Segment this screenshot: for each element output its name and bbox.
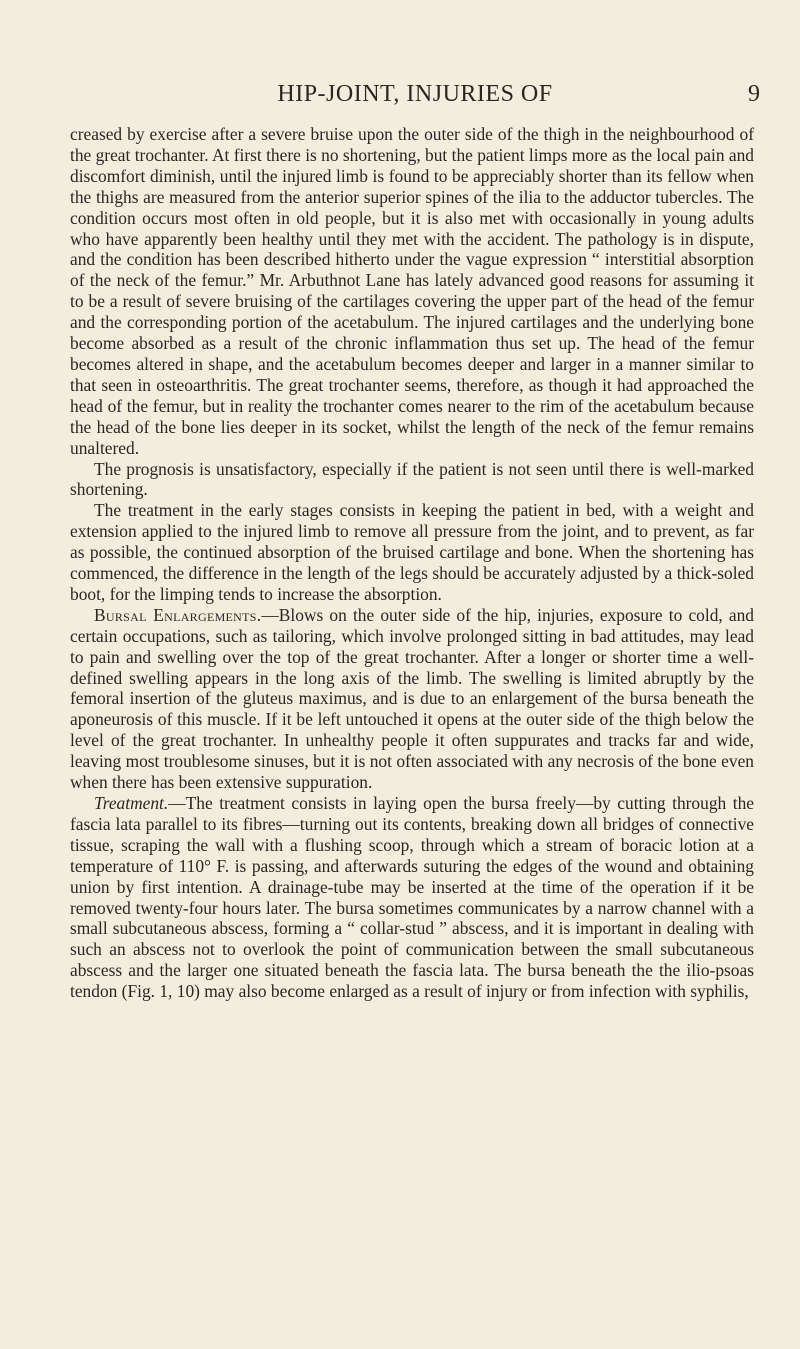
bursal-enlargements-text: —Blows on the outer side of the hip, injuries, exposure to cold, and certain occupations, such as tailoring, which involve prolonged sitting in bad attitudes, may lead to pain and swelling over the top of the great trochanter. After a longer or shorter time a well-defined swelling appears in the long axis of the limb. The swelling is limited abruptly by the femoral insertion of the gluteus maximus, and is due to an enlargement of the bursa beneath the aponeurosis of this muscle. If it be left untouched it opens at the outer side of the thigh below the level of the great trochanter. In unhealthy people it often suppurates and tracks far and wide, leaving most troublesome sinuses, but it is not often associated with any necrosis of the bone even when there has been extensive suppuration.: [70, 604, 754, 793]
paragraph-prognosis: The prognosis is unsatisfactory, especially if the patient is not seen until there is well-marked shortening.: [70, 458, 754, 500]
paragraph-shortening-condition: creased by exercise after a severe bruise upon the outer side of the thigh in the neighbourhood of the great trochanter. At first there is no shortening, but the patient limps more as the local pain and discomfort diminish, until the injured limb is found to be appreciably shorter than its fellow when the thighs are measured from the anterior superior spines of the ilia to the adductor tubercles. The condition occurs most often in old people, but it is also met with occasionally in young adults who have apparently been healthy until they met with the accident. The pathology is in dispute, and the condition has been described hitherto under the vague expression “ interstitial absorption of the neck of the femur.” Mr. Arbuthnot Lane has lately advanced good reasons for assuming it to be a result of severe bruising of the cartilages covering the upper part of the head of the femur and the corresponding portion of the acetabulum. The injured cartilages and the underlying bone become absorbed as a result of the chronic inflammation thus set up. The head of the femur becomes altered in shape, and the acetabulum becomes deeper and larger in a manner similar to that seen in osteoarthritis. The great trochanter seems, therefore, as though it had approached the head of the femur, but in reality the trochanter comes nearer to the rim of the acetabulum because the head of the bone lies deeper in its socket, whilst the length of the neck of the femur remains unaltered.: [70, 124, 754, 458]
page-number: 9: [748, 81, 760, 107]
paragraph-bursal-enlargements: [70, 605, 754, 793]
bursal-treatment-text: —The treatment consists in laying open the bursa freely—by cutting through the fascia lata parallel to its fibres—turning out its contents, breaking down all bridges of connective tissue, scraping the wall with a flushing scoop, through which a stream of boracic lotion at a temperature of 110° F. is passing, and afterwards suturing the edges of the wound and obtaining union by first intention. A drainage-tube may be inserted at the time of the operation if it be removed twenty-four hours later. The bursa sometimes communicates by a narrow channel with a small subcutaneous abscess, forming a “ collar-stud ” abscess, and it is important in dealing with such an abscess not to overlook the point of communication between the small subcutaneous abscess and the larger one situated beneath the fascia lata. The bursa beneath the the ilio-psoas tendon (Fig. 1, 10) may also become enlarged as a result of injury or from infection with syphilis,: [70, 793, 754, 1002]
section-heading-bursal-enlargements: Bursal Enlargements.: [94, 604, 262, 625]
page-title: HIP-JOINT, INJURIES OF: [277, 81, 553, 107]
body-text: [70, 124, 754, 1002]
section-heading-treatment: Treatment.: [94, 793, 169, 813]
running-head: [70, 78, 760, 110]
paragraph-early-treatment: The treatment in the early stages consists in keeping the patient in bed, with a weight and extension applied to the injured limb to remove all pressure from the joint, and to prevent, as far as possible, the continued absorption of the bruised cartilage and bone. When the shortening has commenced, the difference in the length of the legs should be accurately adjusted by a thick-soled boot, for the limping tends to increase the absorption.: [70, 500, 754, 604]
paragraph-bursal-treatment: [70, 793, 754, 1002]
